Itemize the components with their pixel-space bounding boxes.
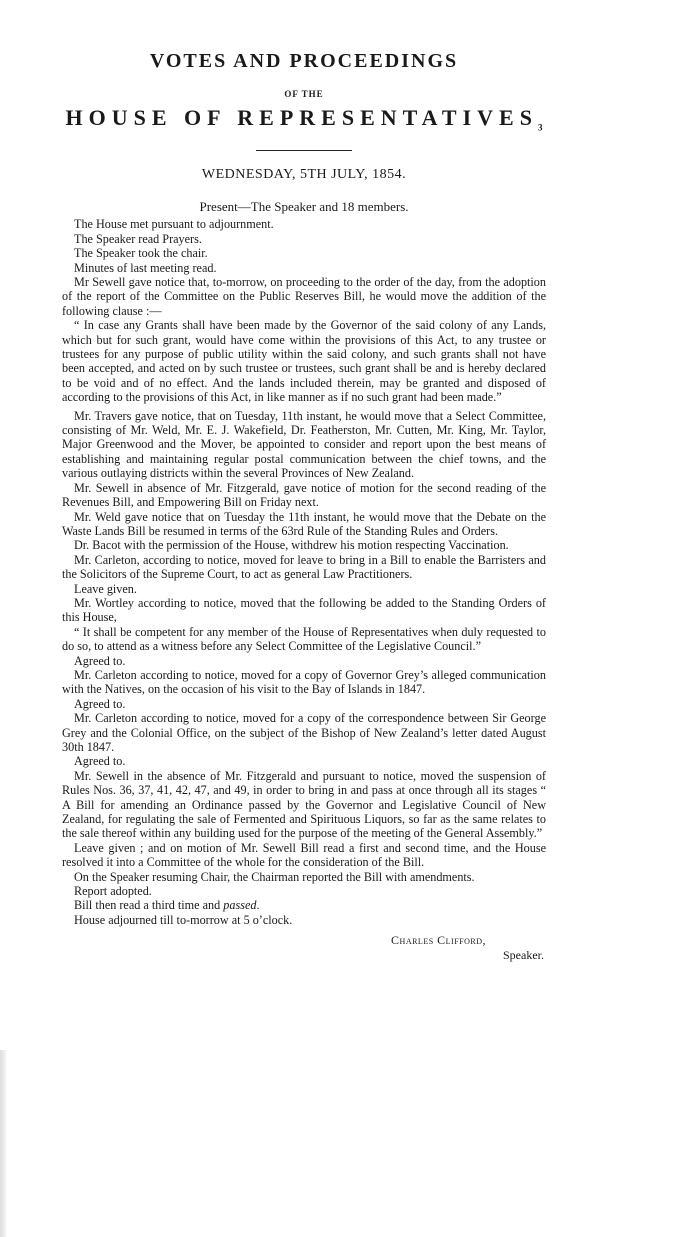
entry-prayers: The Speaker read Prayers. (74, 231, 202, 246)
heading-rule (256, 150, 352, 151)
entry-wortley-motion: Mr. Wortley according to notice, moved that the following be added to the Standing Orders of this House, (62, 595, 546, 625)
entry-third-reading (74, 898, 546, 912)
signature-name: Charles Clifford, (391, 933, 486, 948)
session-date: WEDNESDAY, 5TH JULY, 1854. (201, 167, 407, 183)
entry-bacot-withdrawal: Dr. Bacot with the permission of the House, withdrew his motion respecting Vaccination. (74, 538, 509, 553)
signature-title: Speaker. (503, 948, 544, 963)
third-reading-text: Bill then read a third time and (74, 898, 224, 913)
document-page (62, 50, 546, 963)
entry-minutes: Minutes of last meeting read. (74, 260, 217, 275)
entry-carleton-grey: Mr. Carleton according to notice, moved for a copy of Governor Grey’s alleged communication with the Natives, on the occasion of his visit to the Bay of Islands in 1847. (62, 667, 546, 697)
house-heading (62, 105, 546, 132)
entry-report-adopted: Report adopted. (74, 884, 152, 899)
entry-agreed-1: Agreed to. (74, 653, 126, 668)
document-subtitle-connector: OF THE (284, 89, 324, 99)
entry-agreed-3: Agreed to. (74, 754, 126, 769)
entry-travers-notice: Mr. Travers gave notice, that on Tuesday, 11th instant, he would move that a Select Committee, consisting of Mr. Weld, Mr. E. J. Wakefield, Dr. Featherston, Mr. Cutten, Mr. King, Mr. Taylor, Major Greenwood and the Mover, be appointed to consider and report upon the best means of establishing and maintaining regular postal communication between the chief towns, and the various outlaying districts within the several Provinces of New Zealand. (62, 408, 546, 481)
page-mark: 3 (537, 122, 543, 133)
entry-leave-given: Leave given. (74, 581, 137, 596)
entry-weld-notice: Mr. Weld gave notice that on Tuesday the 11th instant, he would move that the Debate on the Waste Lands Bill be resumed in terms of the 63rd Rule of the Standing Rules and Orders. (62, 509, 546, 538)
third-reading-passed: passed (223, 898, 257, 913)
entry-carleton-correspondence: Mr. Carleton according to notice, moved for a copy of the correspondence between Sir George Grey and the Colonial Office, on the subject of the Bishop of New Zealand’s letter dated August 30th 1847. (62, 711, 546, 755)
third-reading-end: . (256, 898, 260, 913)
house-heading-text: HOUSE OF REPRESENTATIVES (65, 105, 538, 130)
entry-speaker-resuming: On the Speaker resuming Chair, the Chairman reported the Bill with amendments. (74, 869, 475, 884)
entry-met: The House met pursuant to adjournment. (74, 217, 274, 232)
present-line: Present—The Speaker and 18 members. (199, 199, 409, 215)
entry-sewell-revenues: Mr. Sewell in absence of Mr. Fitzgerald, gave notice of motion for the second reading of the Revenues Bill, and Empowering Bill on Friday next. (62, 480, 546, 510)
document-title: VOTES AND PROCEEDINGS (149, 50, 459, 72)
entry-adjourned: House adjourned till to-morrow at 5 o’clock. (74, 912, 293, 927)
entry-agreed-2: Agreed to. (74, 696, 126, 711)
entry-sewell-notice: Mr Sewell gave notice that, to-morrow, on proceeding to the order of the day, from the adoption of the report of the Committee on the Public Reserves Bill, he would move the addition of the following clause :— (62, 275, 546, 318)
entry-standing-order-text: “ It shall be competent for any member of the House of Representatives when duly requested to do so, to attend as a witness before any Select Committee of the Legislative Council.” (62, 624, 546, 654)
entry-chair: The Speaker took the chair. (74, 246, 208, 261)
entry-carleton-barristers: Mr. Carleton, according to notice, moved for leave to bring in a Bill to enable the Barristers and the Solicitors of the Supreme Court, to act as general Law Practitioners. (62, 552, 546, 582)
entry-sewell-liquors: Mr. Sewell in the absence of Mr. Fitzgerald and pursuant to notice, moved the suspension of Rules Nos. 36, 37, 41, 42, 47, and 49, in order to bring in and pass at once through all its stages “ A Bill for amending an Ordinance passed by the Governor and Legislative Council of New Zealand, for regulating the sale of Fermented and Spirituous Liquors, so far as the same relates to the sale thereof within any building used for the purpose of the meeting of the General Assembly.” (62, 768, 546, 841)
page-binding-edge (0, 1050, 6, 1237)
entry-clause-text: “ In case any Grants shall have been made by the Governor of the said colony of any Lands, which but for such grant, would have come within the provisions of this Act, to any trustee or trustees for any purpose of public utility within the said colony, and such grants shall not have been accepted, and acted on by such trustee or trustees, such grant shall be and is hereby declared to be void and of no effect. And the lands included therein, may be granted and disposed of according to the provisions of this Act, in like manner as if no such grant had been made.” (62, 318, 546, 405)
entry-leave-bill-read: Leave given ; and on motion of Mr. Sewell Bill read a first and second time, and the House resolved it into a Committee of the whole for the consideration of the Bill. (62, 840, 546, 870)
